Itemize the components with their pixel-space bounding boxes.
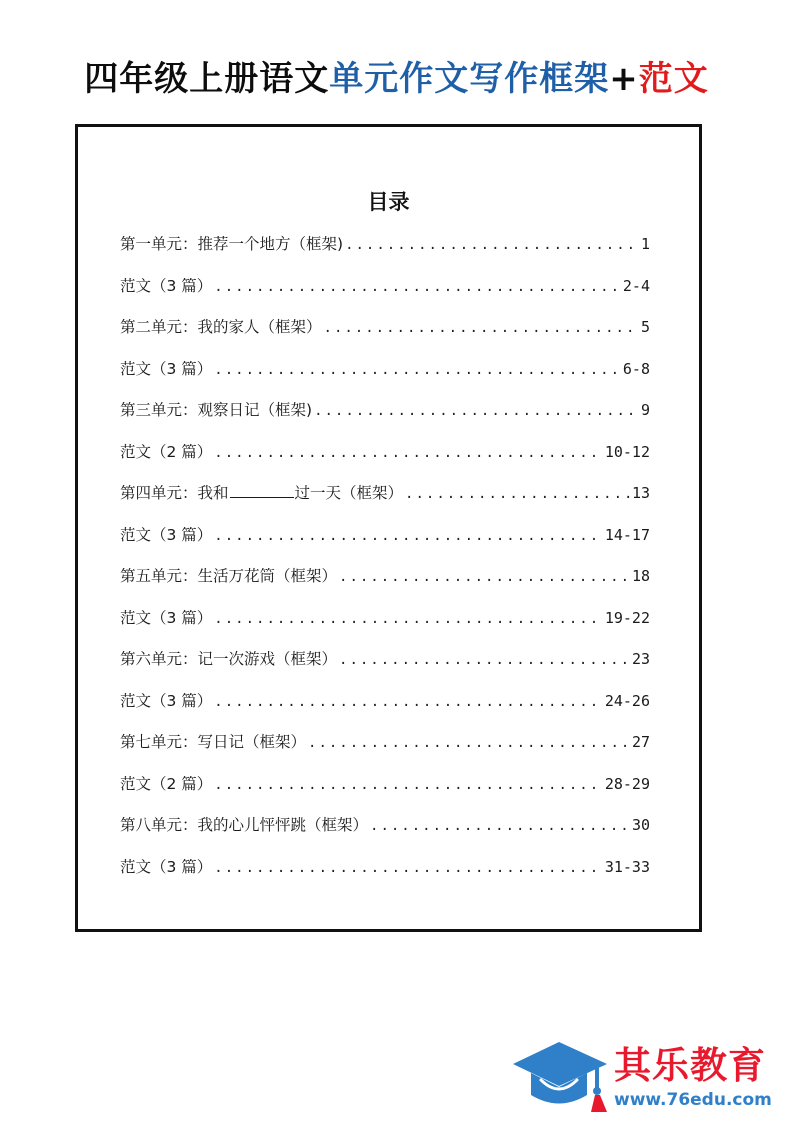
toc-leader-dots	[214, 602, 603, 636]
toc-leader-dots	[214, 685, 603, 719]
toc-item-page: 24-26	[604, 691, 650, 710]
toc-item-label: 第八单元：我的心儿怦怦跳（框架）	[120, 816, 369, 834]
toc-item[interactable]	[120, 352, 650, 394]
toc-item[interactable]	[120, 269, 650, 311]
toc-item[interactable]	[120, 227, 650, 269]
toc-item-page: 1	[640, 235, 650, 253]
toc-leader-dots	[214, 851, 603, 885]
toc-item[interactable]	[120, 642, 650, 684]
toc-item[interactable]	[120, 559, 650, 601]
title-part-grade: 四年级上册语文	[84, 59, 330, 99]
toc-item-page: 28-29	[604, 774, 650, 793]
toc-leader-dots	[214, 436, 603, 470]
toc-heading: 目录	[367, 190, 410, 214]
toc-item-label-after-blank: 过一天（框架）	[294, 484, 404, 502]
toc-leader-dots	[314, 394, 639, 428]
toc-item-page: 23	[631, 650, 650, 668]
toc-item[interactable]	[120, 808, 650, 850]
brand-name: 其乐教育	[614, 1044, 766, 1087]
toc-item[interactable]	[120, 518, 650, 560]
toc-leader-dots	[339, 560, 630, 594]
toc-item-label: 范文（3 篇）	[120, 276, 213, 295]
toc-item[interactable]	[120, 684, 650, 726]
toc-item-label: 范文（2 篇）	[120, 442, 213, 461]
toc-item-page: 9	[640, 401, 650, 419]
toc-item-page: 27	[631, 733, 650, 751]
toc-item[interactable]	[120, 725, 650, 767]
toc-item-label: 第一单元：推荐一个地方（框架)	[120, 235, 344, 253]
document-title	[0, 52, 793, 106]
brand-logo[interactable]	[511, 1040, 786, 1115]
toc-item-page: 31-33	[604, 857, 650, 876]
graduation-cap-icon	[511, 1040, 611, 1115]
toc-item-label: 第二单元：我的家人（框架）	[120, 318, 322, 336]
toc-item[interactable]	[120, 310, 650, 352]
toc-item-page: 5	[640, 318, 650, 336]
toc-item[interactable]	[120, 476, 650, 518]
toc-leader-dots	[214, 270, 621, 304]
toc-item[interactable]	[120, 393, 650, 435]
toc-list	[120, 227, 650, 891]
toc-item-label: 第六单元：记一次游戏（框架）	[120, 650, 338, 668]
toc-leader-dots	[214, 353, 621, 387]
toc-item-label: 第七单元：写日记（框架）	[120, 733, 307, 751]
toc-item[interactable]	[120, 435, 650, 477]
toc-item-label: 范文（3 篇）	[120, 359, 213, 378]
toc-item-label: 第五单元：生活万花筒（框架）	[120, 567, 338, 585]
toc-item-page: 13	[631, 484, 650, 502]
toc-item-page: 18	[631, 567, 650, 585]
toc-item-label: 范文（3 篇）	[120, 857, 213, 876]
title-part-samples: 范文	[638, 59, 709, 99]
toc-leader-dots	[370, 809, 630, 843]
toc-item-page: 19-22	[604, 608, 650, 627]
toc-item-label-before-blank: 第四单元：我和	[120, 484, 229, 502]
toc-item-page: 6-8	[622, 359, 650, 378]
fill-in-blank-line	[230, 483, 294, 498]
toc-item-label: 范文（2 篇）	[120, 774, 213, 793]
toc-leader-dots	[214, 768, 603, 802]
brand-url: www.76edu.com	[614, 1090, 772, 1110]
toc-leader-dots	[345, 228, 639, 262]
toc-item[interactable]	[120, 767, 650, 809]
toc-leader-dots	[308, 726, 630, 760]
toc-leader-dots	[339, 643, 630, 677]
toc-item-page: 30	[631, 816, 650, 834]
toc-item-label: 第三单元：观察日记（框架)	[120, 401, 313, 419]
toc-leader-dots	[405, 477, 630, 511]
toc-item[interactable]	[120, 601, 650, 643]
title-part-framework: 单元作文写作框架	[329, 59, 610, 99]
toc-leader-dots	[324, 311, 639, 345]
toc-item-label: 范文（3 篇）	[120, 525, 213, 544]
toc-item-page: 10-12	[604, 442, 650, 461]
toc-item[interactable]	[120, 850, 650, 892]
toc-item-page: 14-17	[604, 525, 650, 544]
toc-item-label: 范文（3 篇）	[120, 608, 213, 627]
table-of-contents-box	[75, 124, 702, 932]
title-part-plus: +	[609, 59, 639, 99]
toc-leader-dots	[214, 519, 603, 553]
toc-item-page: 2-4	[622, 276, 650, 295]
toc-item-label	[120, 476, 403, 510]
toc-item-label: 范文（3 篇）	[120, 691, 213, 710]
